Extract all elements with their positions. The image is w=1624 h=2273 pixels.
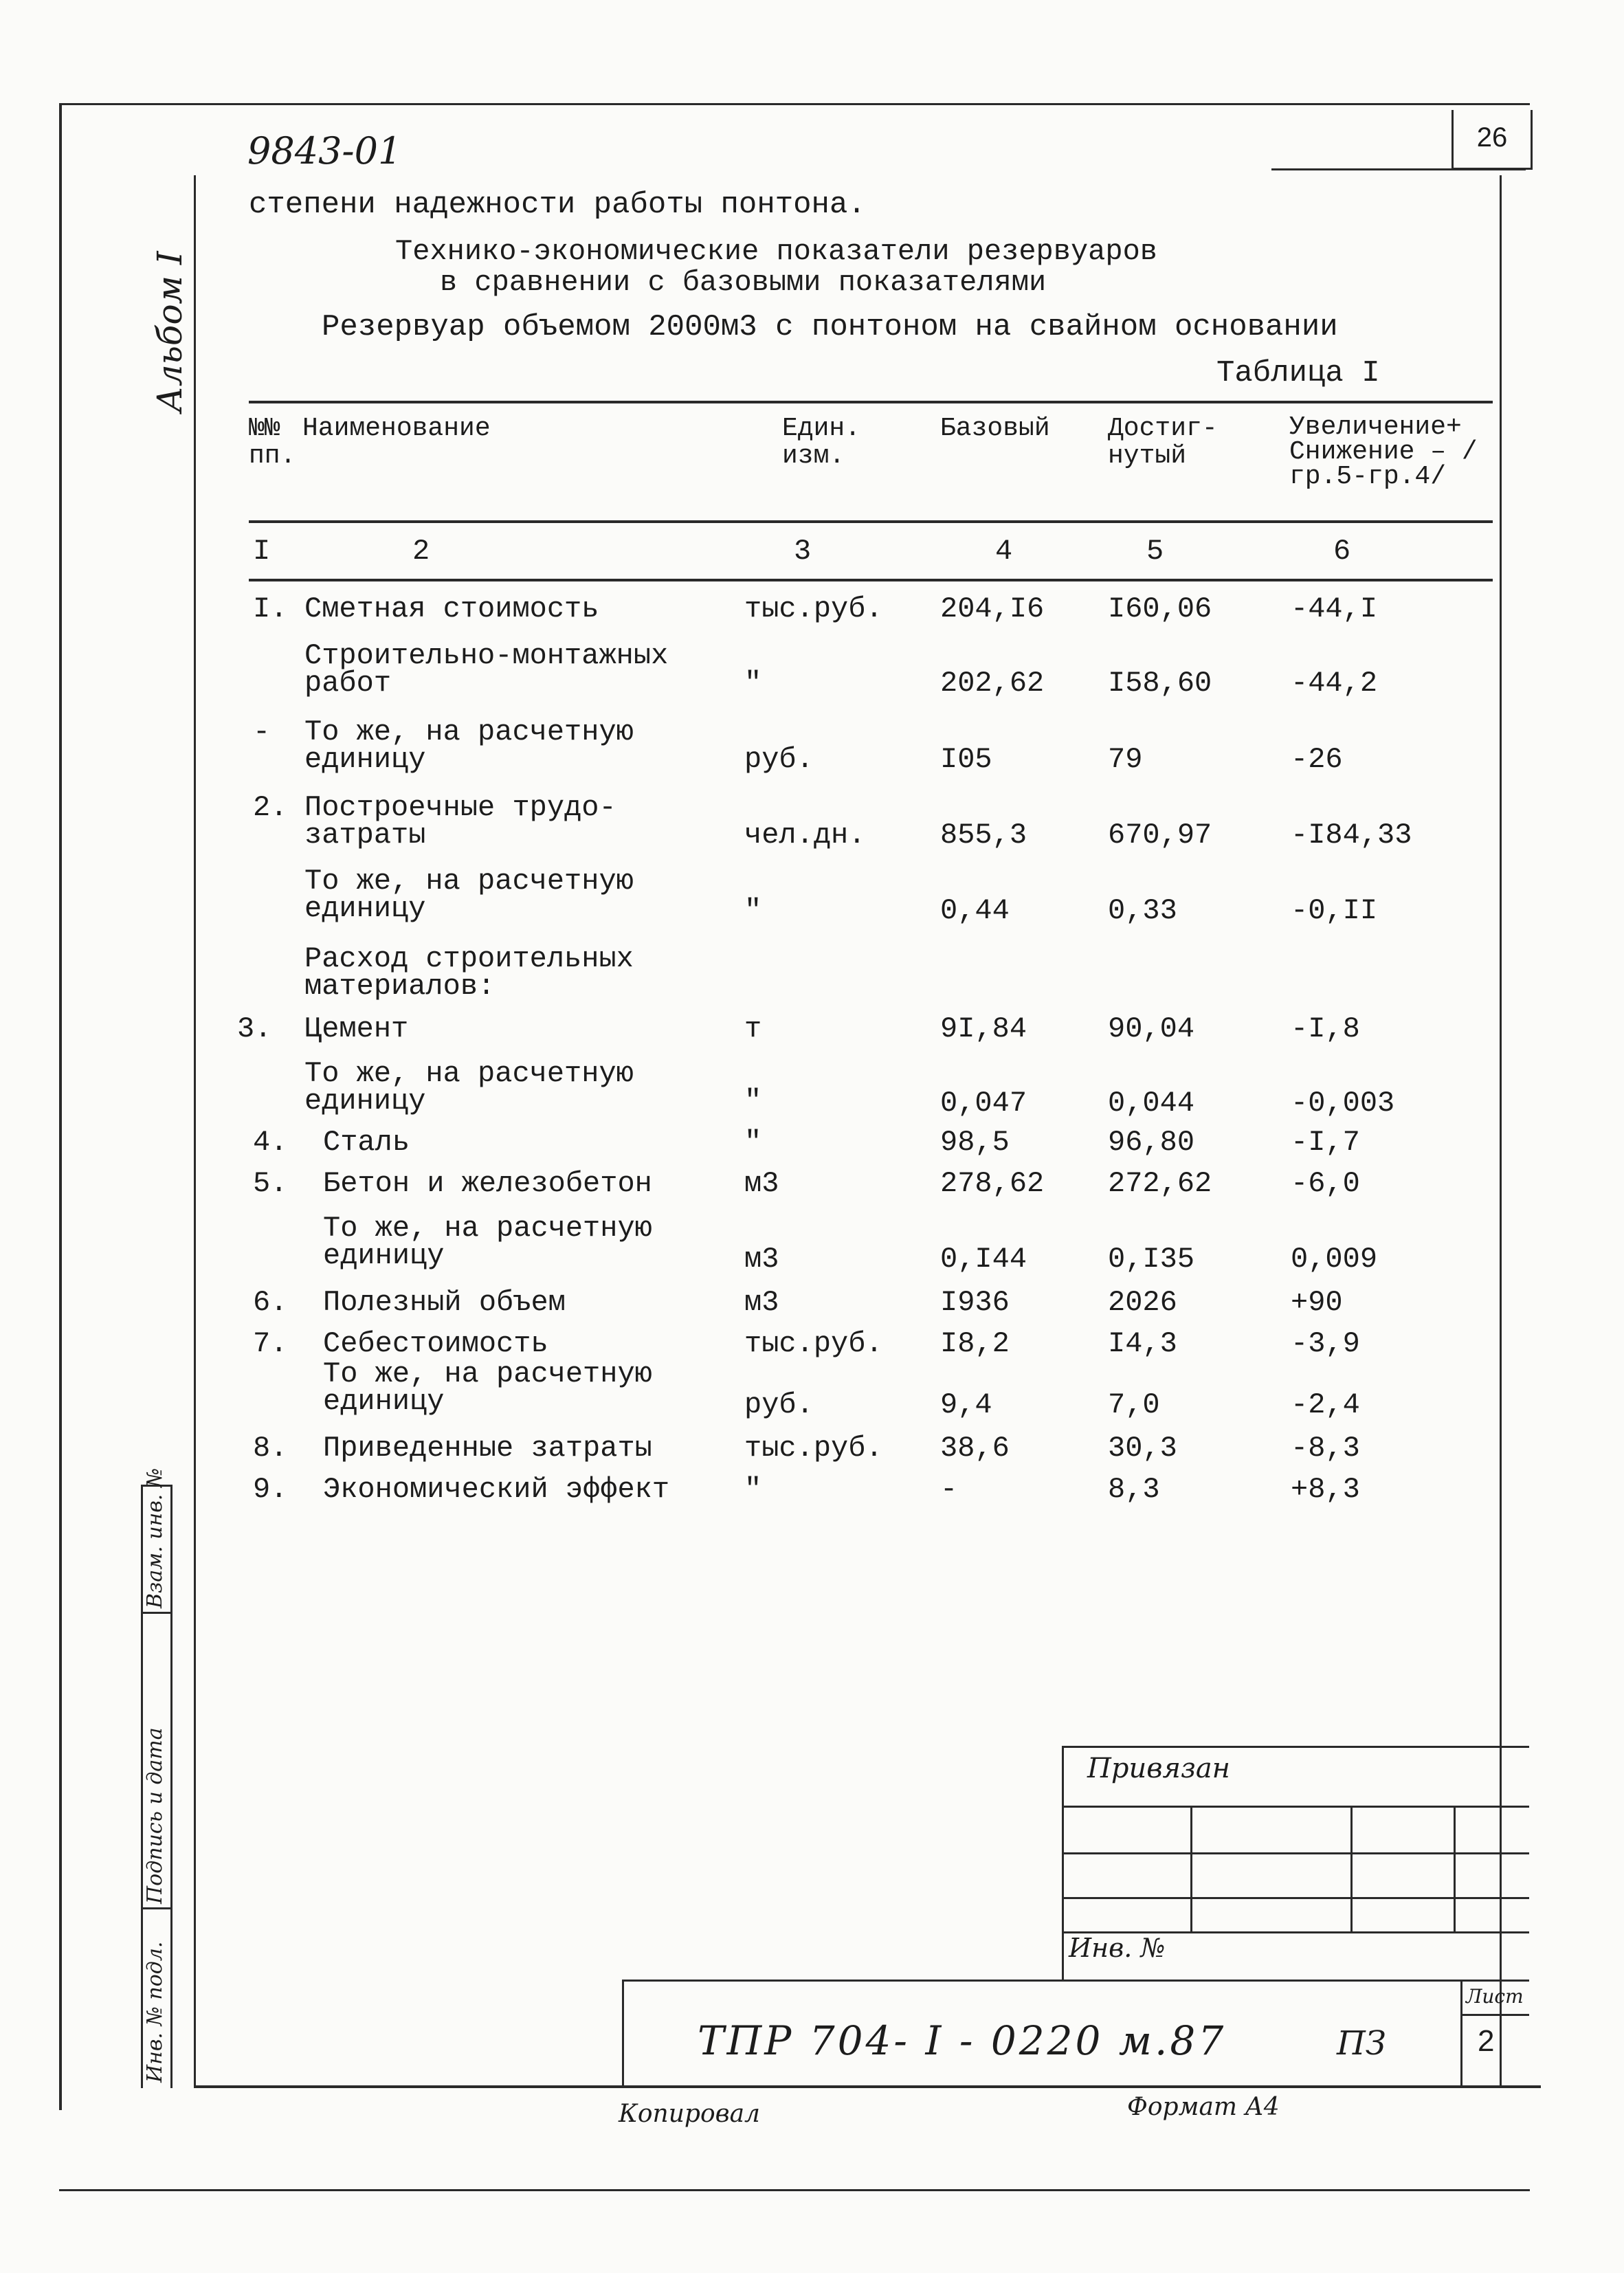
row-diff: 0,009 [1291, 1243, 1378, 1276]
row-name-cont: единицу [304, 743, 426, 776]
row-name: То же, на расчетную [304, 716, 634, 749]
stamp-bound-label: Привязан [1087, 1753, 1231, 1784]
row-unit: тыс.руб. [744, 1327, 883, 1360]
stamp-grid-col-1 [1190, 1806, 1192, 1931]
row-name: Приведенные затраты [323, 1432, 652, 1465]
row-achieved: 7,0 [1108, 1388, 1160, 1421]
row-base: 38,6 [940, 1432, 1010, 1465]
outer-bottom-border [59, 2189, 1530, 2191]
row-name: То же, на расчетную [304, 1057, 634, 1090]
row-diff: -8,3 [1291, 1432, 1360, 1465]
inner-bottom-border [194, 2085, 1541, 2088]
row-unit: руб. [744, 1388, 814, 1421]
outer-top-border [59, 103, 1530, 105]
stamp-sheet-divider [1460, 1980, 1462, 2088]
row-base: 98,5 [940, 1126, 1010, 1159]
row-diff: -26 [1291, 743, 1343, 776]
row-num: 2. [253, 791, 288, 824]
row-num: 4. [253, 1126, 288, 1159]
row-base: 204,I6 [940, 592, 1045, 625]
inner-right-border [1500, 175, 1502, 2087]
stamp-left-border [1062, 1746, 1064, 1980]
row-name: Бетон и железобетон [323, 1167, 652, 1200]
header-base: Базовый [940, 414, 1050, 443]
stamp-sheet-value: 2 [1478, 2024, 1495, 2058]
row-name: Сталь [323, 1126, 410, 1159]
row-name: То же, на расчетную [323, 1357, 652, 1390]
row-base: 202,62 [940, 667, 1045, 700]
row-num: 5. [253, 1167, 288, 1200]
row-unit: " [744, 894, 762, 927]
row-unit: м3 [744, 1286, 779, 1319]
outer-left-border [59, 103, 62, 2110]
row-base: 9,4 [940, 1388, 992, 1421]
stamp-grid-rule-1 [1062, 1806, 1529, 1808]
row-unit: чел.дн. [744, 819, 866, 852]
margin-rule-2 [141, 1612, 173, 1614]
stamp-inv-label: Инв. № [1069, 1933, 1166, 1963]
column-numbers-rule [249, 579, 1493, 581]
row-name: Расход строительных [304, 942, 634, 975]
row-name-cont: материалов: [304, 970, 496, 1003]
row-diff: -I,8 [1291, 1012, 1360, 1045]
header-diff: Увеличение+ Снижение – /гр.5-гр.4/ [1289, 412, 1478, 491]
row-base: I8,2 [940, 1327, 1010, 1360]
row-achieved: 2026 [1108, 1286, 1177, 1319]
row-name-cont: единицу [323, 1385, 445, 1418]
row-num: 6. [253, 1286, 288, 1319]
row-name-cont: затраты [304, 819, 426, 852]
heading-line1: Технико-экономические показатели резервуаров [395, 235, 1157, 268]
table-caption: Таблица I [1216, 356, 1380, 390]
row-unit: т [744, 1012, 762, 1045]
row-unit: " [744, 1126, 762, 1159]
stamp-grid-col-2 [1350, 1806, 1353, 1931]
row-diff: +8,3 [1291, 1473, 1360, 1506]
stamp-sheet-rule [1460, 2014, 1529, 2016]
row-achieved: I4,3 [1108, 1327, 1177, 1360]
stamp-part: ПЗ [1337, 2024, 1386, 2063]
row-achieved: 79 [1108, 743, 1143, 776]
stamp-grid-col-3 [1454, 1806, 1456, 1931]
subheading: Резервуар объемом 2000м3 с понтоном на свайном основании [322, 310, 1338, 344]
row-base: 0,047 [940, 1087, 1027, 1120]
footer-copied: Копировал [619, 2100, 760, 2128]
row-name: То же, на расчетную [304, 865, 634, 898]
margin-label-signature: Подпись и дата [143, 1727, 167, 1904]
inner-left-border [194, 175, 196, 2087]
row-unit: " [744, 1473, 762, 1506]
row-base: 855,3 [940, 819, 1027, 852]
row-achieved: 272,62 [1108, 1167, 1212, 1200]
row-num: 3. [237, 1012, 272, 1045]
intro-line: степени надежности работы понтона. [249, 188, 866, 222]
row-num: - [253, 716, 271, 749]
row-achieved: 30,3 [1108, 1432, 1177, 1465]
stamp-sheet-label: Лист [1466, 1985, 1524, 2008]
row-diff: -I84,33 [1291, 819, 1412, 852]
row-base: 0,I44 [940, 1243, 1027, 1276]
row-name-cont: работ [304, 667, 392, 700]
margin-label-inv: Инв. № подл. [143, 1941, 167, 2083]
album-label: Альбом I [150, 251, 190, 412]
row-unit: м3 [744, 1167, 779, 1200]
row-unit: " [744, 1085, 762, 1118]
row-diff: -2,4 [1291, 1388, 1360, 1421]
row-base: 278,62 [940, 1167, 1045, 1200]
row-achieved: 96,80 [1108, 1126, 1195, 1159]
row-name: Сметная стоимость [304, 592, 599, 625]
colnum-6: 6 [1333, 535, 1351, 568]
row-achieved: 670,97 [1108, 819, 1212, 852]
row-unit: м3 [744, 1243, 779, 1276]
colnum-2: 2 [412, 535, 430, 568]
stamp-grid-rule-2 [1062, 1852, 1529, 1854]
row-base: 0,44 [940, 894, 1010, 927]
row-diff: -0,II [1291, 894, 1378, 927]
stamp-grid-rule-3 [1062, 1897, 1529, 1899]
footer-format: Формат А4 [1127, 2093, 1280, 2121]
row-name-cont: единицу [304, 892, 426, 925]
colnum-5: 5 [1146, 535, 1164, 568]
row-diff: -44,I [1291, 592, 1378, 625]
stamp-top-rule [1062, 1746, 1529, 1748]
sheet-number: 26 [1476, 122, 1508, 153]
header-num: №№ пп. [249, 414, 296, 471]
sheet-number-box [1451, 110, 1533, 170]
row-num: 7. [253, 1327, 288, 1360]
stamp-main-left-border [622, 1980, 624, 2088]
row-base: 9I,84 [940, 1012, 1027, 1045]
header-bottom-rule [249, 520, 1493, 523]
row-diff: -3,9 [1291, 1327, 1360, 1360]
row-diff: +90 [1291, 1286, 1343, 1319]
row-diff: -0,003 [1291, 1087, 1395, 1120]
row-num: I. [253, 592, 288, 625]
row-name: Цемент [304, 1012, 409, 1045]
doc-number: 9843-01 [247, 129, 402, 173]
row-name: Строительно-монтажных [304, 639, 669, 672]
row-base: I936 [940, 1286, 1010, 1319]
row-name: Полезный объем [323, 1286, 566, 1319]
row-achieved: 0,I35 [1108, 1243, 1195, 1276]
row-unit: тыс.руб. [744, 592, 883, 625]
row-name: То же, на расчетную [323, 1212, 652, 1245]
row-name: Построечные трудо- [304, 791, 616, 824]
row-achieved: I60,06 [1108, 592, 1212, 625]
row-achieved: 8,3 [1108, 1473, 1160, 1506]
colnum-1: I [253, 535, 271, 568]
header-name: Наименование [302, 414, 491, 443]
header-achieved: Достиг- нутый [1108, 414, 1218, 471]
stamp-main-top-rule [622, 1980, 1529, 1982]
colnum-3: 3 [794, 535, 812, 568]
table-top-rule [249, 401, 1493, 403]
row-unit: " [744, 667, 762, 700]
row-num: 8. [253, 1432, 288, 1465]
row-unit: руб. [744, 743, 814, 776]
row-unit: тыс.руб. [744, 1432, 883, 1465]
row-name: Экономический эффект [323, 1473, 670, 1506]
row-achieved: I58,60 [1108, 667, 1212, 700]
colnum-4: 4 [995, 535, 1013, 568]
row-diff: -6,0 [1291, 1167, 1360, 1200]
header-unit: Един. изм. [782, 414, 861, 471]
row-achieved: 0,33 [1108, 894, 1177, 927]
margin-label-replace: Взам. инв. № [143, 1467, 167, 1608]
row-name-cont: единицу [323, 1239, 445, 1272]
project-code: ТПР 704- I - 0220 м.87 [698, 2017, 1227, 2064]
margin-rule-3 [141, 1907, 173, 1909]
row-name: Себестоимость [323, 1327, 548, 1360]
row-base: - [940, 1473, 958, 1506]
row-base: I05 [940, 743, 992, 776]
row-achieved: 90,04 [1108, 1012, 1195, 1045]
row-achieved: 0,044 [1108, 1087, 1195, 1120]
row-num: 9. [253, 1473, 288, 1506]
row-name-cont: единицу [304, 1085, 426, 1118]
heading-line2: в сравнении с базовыми показателями [440, 266, 1047, 299]
row-diff: -44,2 [1291, 667, 1378, 700]
margin-column-right [170, 1485, 173, 2088]
row-diff: -I,7 [1291, 1126, 1360, 1159]
